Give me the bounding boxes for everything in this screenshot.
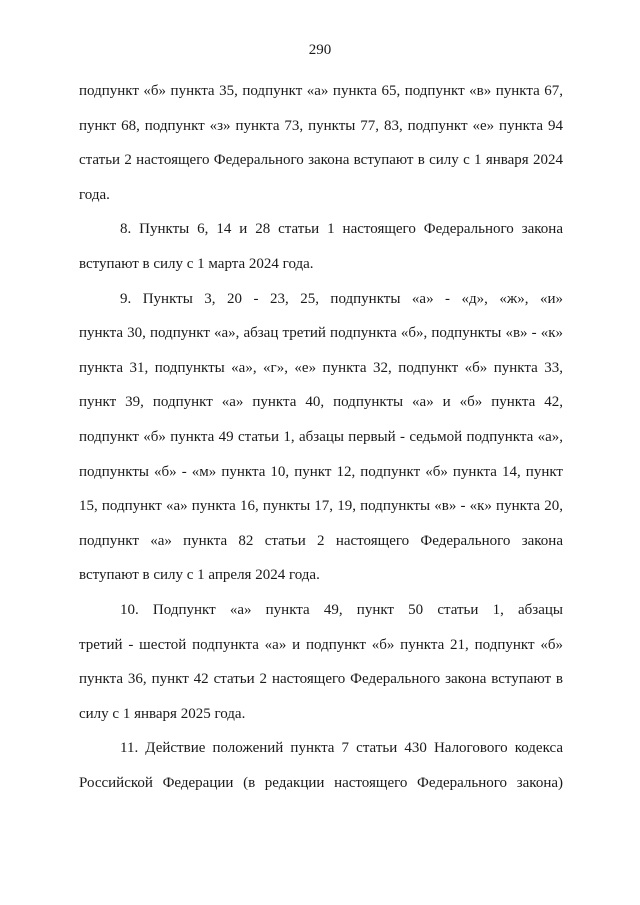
text-line: подпункт «б» пункта 49 статьи 1, абзацы первый - седьмой подпункта «а», <box>79 428 563 445</box>
text-line: пункт 39, подпункт «а» пункта 40, подпункты «а» и «б» пункта 42, <box>79 394 563 411</box>
document-body <box>79 74 563 800</box>
text-line: третий - шестой подпункта «а» и подпункт «б» пункта 21, подпункт «б» <box>79 636 563 653</box>
text-line: Российской Федерации (в редакции настоящего Федерального закона) <box>79 774 563 791</box>
text-line: 8. Пункты 6, 14 и 28 статьи 1 настоящего Федерального закона <box>120 221 563 238</box>
text-line: подпункты «б» - «м» пункта 10, пункт 12, подпункт «б» пункта 14, пункт <box>79 463 563 480</box>
text-line: подпункт «б» пункта 35, подпункт «а» пункта 65, подпункт «в» пункта 67, <box>79 83 563 99</box>
text-line: 10. Подпункт «а» пункта 49, пункт 50 статьи 1, абзацы <box>120 601 563 618</box>
text-line: года. <box>79 186 110 203</box>
text-line: пункта 31, подпункты «а», «г», «е» пункта 32, подпункт «б» пункта 33, <box>79 359 563 376</box>
text-line: подпункт «а» пункта 82 статьи 2 настоящего Федерального закона <box>79 532 563 549</box>
text-line: пункт 68, подпункт «з» пункта 73, пункты 77, 83, подпункт «е» пункта 94 <box>79 117 563 134</box>
text-line: 15, подпункт «а» пункта 16, пункты 17, 19, подпункты «в» - «к» пункта 20, <box>79 498 563 515</box>
page-number: 290 <box>308 42 332 58</box>
text-line: вступают в силу с 1 марта 2024 года. <box>79 255 314 272</box>
paragraph-item-10 <box>79 593 563 731</box>
text-line: силу с 1 января 2025 года. <box>79 705 246 722</box>
text-line: 11. Действие положений пункта 7 статьи 430 Налогового кодекса <box>120 740 563 757</box>
paragraph-item-8 <box>79 212 563 281</box>
text-line: 9. Пункты 3, 20 - 23, 25, подпункты «а» - «д», «ж», «и» <box>120 290 563 307</box>
paragraph-continuation <box>79 74 563 212</box>
text-line: вступают в силу с 1 апреля 2024 года. <box>79 567 320 584</box>
paragraph-item-9 <box>79 282 563 593</box>
text-line: статьи 2 настоящего Федерального закона вступают в силу с 1 января 2024 <box>79 152 563 169</box>
paragraph-item-11 <box>79 731 563 800</box>
text-line: пункта 30, подпункт «а», абзац третий подпункта «б», подпункты «в» - «к» <box>79 325 563 342</box>
text-line: пункта 36, пункт 42 статьи 2 настоящего Федерального закона вступают в <box>79 671 563 688</box>
